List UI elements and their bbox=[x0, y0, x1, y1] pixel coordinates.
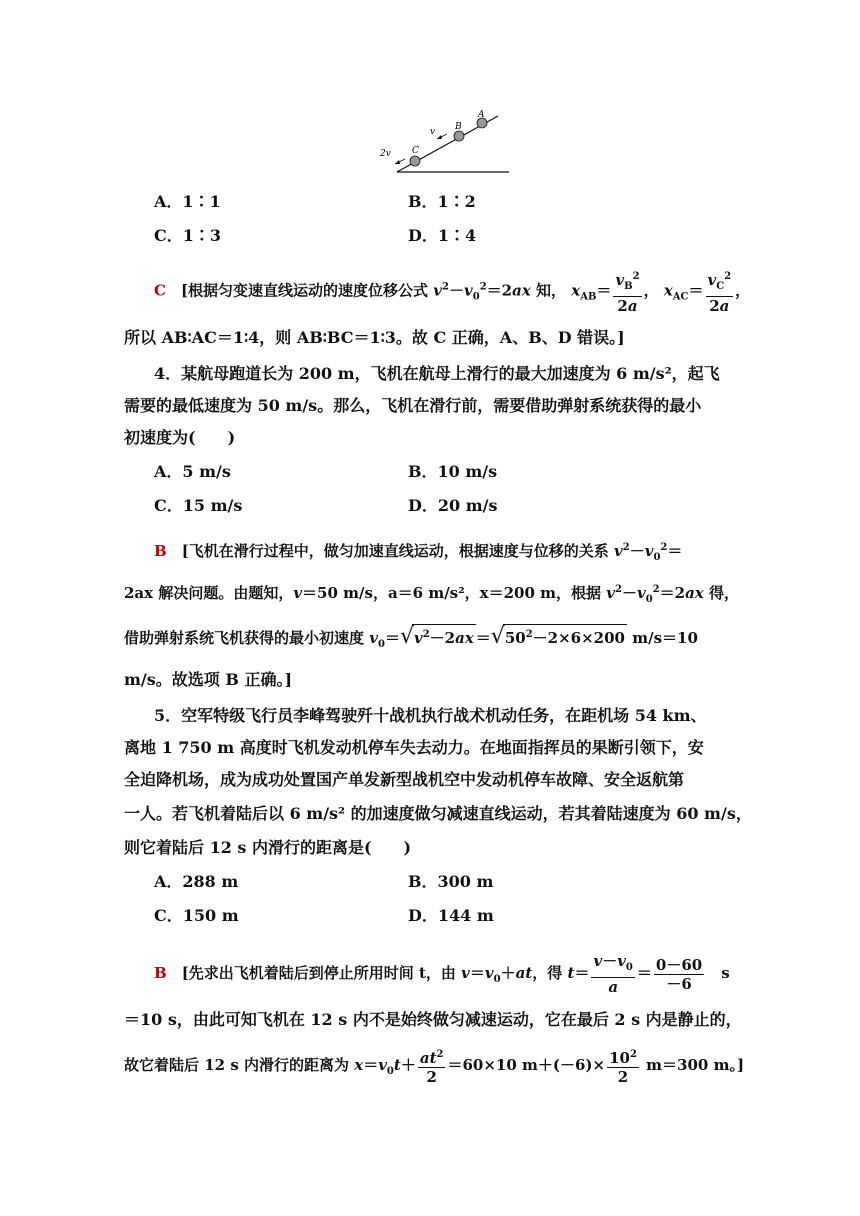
q5-explanation-line-1: B [先求出飞机着陆后到停止所用时间 t，由 $v=v_0+at$，得 t＝ $\frac{v-v_0}{a}$ ＝ $\frac{0-60}{-6}$ s bbox=[154, 952, 730, 996]
q3-answer: C bbox=[154, 281, 166, 300]
label-a: A bbox=[478, 110, 485, 120]
q3-option-c: C．1∶3 bbox=[154, 226, 222, 245]
q5-stem-line-1: 5．空军特级飞行员李峰驾驶歼十战机执行战术机动任务，在距机场 54 km、 bbox=[154, 706, 707, 725]
q4-explanation-line-4: m/s。故选项 B 正确。] bbox=[124, 670, 293, 689]
q5-stem-line-5: 则它着陆后 12 s 内滑行的距离是( ) bbox=[124, 838, 412, 857]
q4-stem-line-3: 初速度为( ) bbox=[124, 428, 236, 447]
q5-option-b: B．300 m bbox=[408, 872, 494, 891]
q4-explanation-line-1: B [飞机在滑行过程中，做匀加速直线运动，根据速度与位移的关系 $v^2-v_0^2=$ bbox=[154, 542, 683, 563]
q5-stem-line-4: 一人。若飞机着陆后以 6 m/s² 的加速度做匀减速直线运动，若其着陆速度为 60 m/s， bbox=[124, 804, 752, 823]
label-2v: 2v bbox=[380, 149, 391, 159]
q4-option-a: A．5 m/s bbox=[154, 462, 231, 481]
q5-stem-line-2: 离地 1 750 m 高度时飞机发动机停车失去动力。在地面指挥员的果断引领下，安 bbox=[124, 738, 704, 757]
incline-figure bbox=[375, 108, 515, 180]
q5-answer: B bbox=[154, 964, 167, 982]
q4-option-d: D．20 m/s bbox=[408, 496, 498, 515]
q3-option-b: B．1∶2 bbox=[408, 192, 476, 211]
q5-option-a: A．288 m bbox=[154, 872, 239, 891]
ball-c bbox=[410, 156, 420, 166]
label-c: C bbox=[412, 146, 419, 156]
q5-explanation-line-2: ＝10 s，由此可知飞机在 12 s 内不是始终做匀减速运动，它在最后 2 s 内是静止的， bbox=[124, 1010, 742, 1029]
q4-explanation-line-2: 2ax 解决问题。由题知，v＝50 m/s，a＝6 m/s²，x＝200 m，根据 $v^2-v_0^2=2ax$ 得， bbox=[124, 584, 739, 605]
q5-option-d: D．144 m bbox=[408, 906, 494, 925]
q3-explanation-line-2: 所以 AB∶AC＝1∶4，则 AB∶BC＝1∶3。故 C 正确，A、B、D 错误。] bbox=[124, 328, 625, 347]
q3-option-d: D．1∶4 bbox=[408, 226, 477, 245]
label-v: v bbox=[430, 127, 436, 137]
q5-stem-line-3: 全迫降机场，成为成功处置国产单发新型战机空中发动机停车故障、安全返航第 bbox=[124, 770, 685, 789]
q4-explanation-line-3: 借助弹射系统飞机获得的最小初速度 $v_0=√v^2-2ax =√50^2-2\times 6\times 200$ m/s＝10 bbox=[124, 624, 698, 650]
q3-option-a: A．1∶1 bbox=[154, 192, 221, 211]
label-b: B bbox=[455, 122, 462, 132]
q3-explanation-line-1: C [根据匀变速直线运动的速度位移公式 $v^2-v_0^2=2ax$ 知， $x_{AB}=$ $\frac{v_B^2}{2a}$ ， $x_{AC}=$ $\frac{v_C^2}{2a}$ ， bbox=[154, 268, 750, 315]
q4-answer: B bbox=[154, 542, 167, 560]
q4-stem-line-2: 需要的最低速度为 50 m/s。那么，飞机在滑行前，需要借助弹射系统获得的最小 bbox=[124, 396, 702, 415]
q5-explanation-line-3: 故它着陆后 12 s 内滑行的距离为 $x=v_0t+$ $\frac{at^2}{2}$ ＝60×10 m＋(－6)× $\frac{10^2}{2}$ m＝300 m。] bbox=[124, 1046, 744, 1086]
ball-b bbox=[454, 131, 464, 141]
q5-option-c: C．150 m bbox=[154, 906, 239, 925]
q4-option-b: B．10 m/s bbox=[408, 462, 498, 481]
q4-stem-line-1: 4．某航母跑道长为 200 m，飞机在航母上滑行的最大加速度为 6 m/s²，起飞 bbox=[154, 364, 720, 383]
q4-option-c: C．15 m/s bbox=[154, 496, 243, 515]
